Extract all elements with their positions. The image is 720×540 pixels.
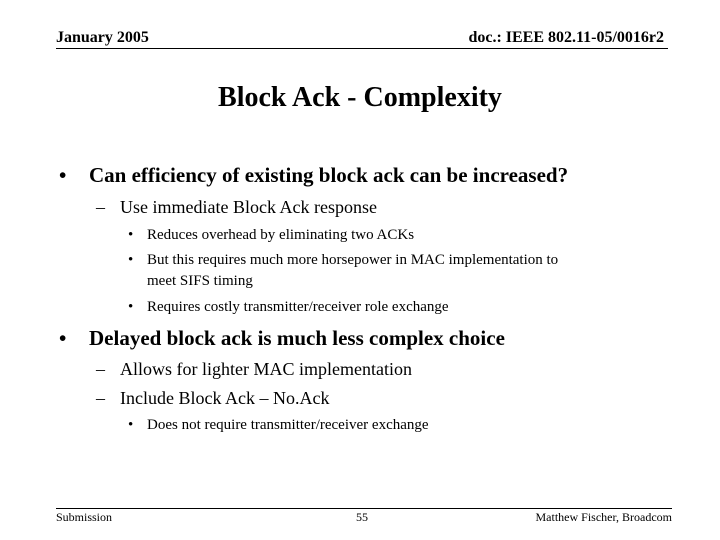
bullet-2-sub-2-text: Include Block Ack – No.Ack xyxy=(120,388,330,408)
dash-marker: – xyxy=(96,388,105,408)
item-text: Requires costly transmitter/receiver role exchange xyxy=(147,299,449,315)
bullet-1-sub-1-item-2-cont: meet SIFS timing xyxy=(147,273,253,289)
footer-page-number: 55 xyxy=(356,510,368,524)
bullet-2-sub-2 xyxy=(96,388,330,409)
bullet-2-sub-1-text: Allows for lighter MAC implementation xyxy=(120,359,412,379)
item-text: Reduces overhead by eliminating two ACKs xyxy=(147,227,415,243)
footer-divider xyxy=(56,508,672,509)
bullet-marker: • xyxy=(59,326,67,350)
footer-author: Matthew Fischer, Broadcom xyxy=(535,510,672,524)
bullet-marker: • xyxy=(128,252,134,268)
header-date: January 2005 xyxy=(56,29,149,46)
item-text: Does not require transmitter/receiver exchange xyxy=(147,417,429,433)
header-divider xyxy=(56,48,668,49)
bullet-marker: • xyxy=(59,163,67,187)
bullet-1-sub-1-item-3 xyxy=(128,298,449,316)
bullet-marker: • xyxy=(128,299,134,315)
bullet-2 xyxy=(59,326,505,351)
dash-marker: – xyxy=(96,359,105,379)
item-text: But this requires much more horsepower in MAC implementation to xyxy=(147,252,559,268)
bullet-1-sub-1 xyxy=(96,197,377,218)
bullet-2-text: Delayed block ack is much less complex choice xyxy=(89,326,505,350)
slide-title: Block Ack - Complexity xyxy=(218,82,502,113)
bullet-2-sub-1 xyxy=(96,359,412,380)
bullet-1 xyxy=(59,163,569,188)
bullet-marker: • xyxy=(128,417,134,433)
footer-submission: Submission xyxy=(56,510,113,524)
header-doc-id: doc.: IEEE 802.11-05/0016r2 xyxy=(468,29,664,46)
bullet-1-sub-1-item-2 xyxy=(128,251,559,269)
bullet-marker: • xyxy=(128,227,134,243)
bullet-1-sub-1-item-1 xyxy=(128,226,415,244)
bullet-2-sub-2-item-1 xyxy=(128,416,429,434)
dash-marker: – xyxy=(96,197,105,217)
bullet-1-sub-1-text: Use immediate Block Ack response xyxy=(120,197,377,217)
bullet-1-text: Can efficiency of existing block ack can be increased? xyxy=(89,163,569,187)
